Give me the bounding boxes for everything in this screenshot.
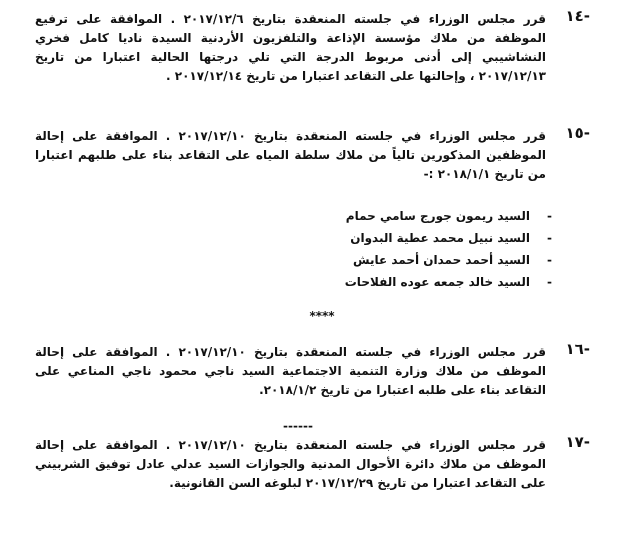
retiree-name: السيد أحمد حمدان أحمد عايش <box>353 253 530 267</box>
decision-number: -١٤ <box>565 7 590 25</box>
decision-text: قرر مجلس الوزراء في جلسته المنعقدة بتاريخ ٢٠١٧/١٢/١٠ . الموافقة على إحالة الموظف من ملاك وزارة التنمية الاجتماعية السيد ناجي محمود ناجي المناعي على التقاعد بناء على طلبه اعتبارا من تاريخ ٢٠١٨/١/٢. <box>35 345 546 397</box>
decision-text: قرر مجلس الوزراء في جلسته المنعقدة بتاريخ ٢٠١٧/١٢/٦ . الموافقة على ترفيع الموظفة من ملاك مؤسسة الإذاعة والتلفزيون الأردنية السيدة ناديا كامل فخري النشاشيبي إلى أدنى مربوط الدرجة التي تلي درجتها الحالية اعتبارا من تاريخ ٢٠١٧/١٢/١٣ ، وإحالتها على التقاعد اعتبارا من تاريخ ٢٠١٧/١٢/١٤ . <box>35 12 546 83</box>
decision-text: قرر مجلس الوزراء في جلسته المنعقدة بتاريخ ٢٠١٧/١٢/١٠ . الموافقة على إحالة الموظف من ملاك دائرة الأحوال المدنية والجوازات السيد عدلي عادل توفيق الشربيني على التقاعد اعتبارا من تاريخ ٢٠١٧/١٢/٢٩ لبلوغه السن القانونية. <box>35 438 546 490</box>
retiree-name: السيد ريمون جورج سامي حمام <box>345 209 530 223</box>
retiree-name: السيد نبيل محمد عطية البدوان <box>350 231 530 245</box>
decision-number: -١٧ <box>565 433 590 451</box>
dashes-separator: ------ <box>283 419 313 433</box>
decision-text: قرر مجلس الوزراء في جلسته المنعقدة بتاريخ ٢٠١٧/١٢/١٠ . الموافقة على إحالة الموظفين المذكورين تالياً من ملاك سلطة المياه على التقاعد بناء على طلبهم اعتبارا من تاريخ ٢٠١٨/١/١ :- <box>35 129 546 181</box>
bullet-dash: - <box>547 231 552 245</box>
list-item <box>345 205 552 227</box>
retiree-name: السيد خالد جمعه عوده الفلاحات <box>344 275 530 289</box>
decision-item-16 <box>35 340 590 400</box>
decision-item-17 <box>35 433 590 493</box>
retiree-names-list <box>345 205 552 293</box>
bullet-dash: - <box>547 209 552 223</box>
decision-number: -١٦ <box>565 340 590 358</box>
bullet-dash: - <box>547 275 552 289</box>
decision-item-14 <box>35 7 590 86</box>
decision-item-15 <box>35 124 590 184</box>
list-item <box>345 227 552 249</box>
bullet-dash: - <box>547 253 552 267</box>
decision-number: -١٥ <box>565 124 590 142</box>
list-item <box>345 249 552 271</box>
list-item <box>345 271 552 293</box>
stars-separator: **** <box>309 309 335 323</box>
